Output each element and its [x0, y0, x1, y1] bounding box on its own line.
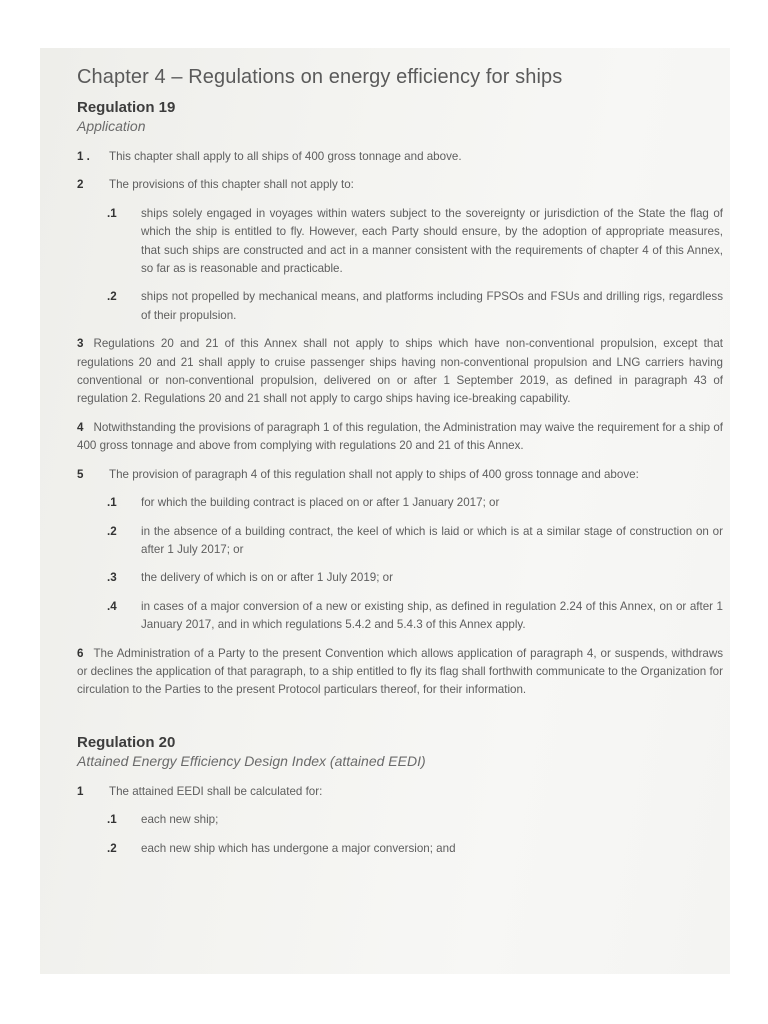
reg19-paragraph-3: [77, 335, 723, 409]
paragraph-number: 1 .: [77, 150, 90, 163]
subparagraph-number: .2: [107, 841, 117, 855]
page-content: [77, 66, 723, 868]
paragraph-text: The provision of paragraph 4 of this regulation shall not apply to ships of 400 gross tonnage and above:: [109, 467, 639, 481]
paragraph-number: 2: [77, 178, 84, 192]
subparagraph-text: in the absence of a building contract, the keel of which is laid or which is at a similar stage of construction on or after 1 July 2017; or: [141, 524, 723, 556]
subparagraph-text: each new ship;: [141, 813, 219, 827]
reg20-paragraph-1-2: [107, 840, 723, 858]
reg19-paragraph-1: [77, 148, 723, 166]
paragraph-text: The provisions of this chapter shall not apply to:: [109, 178, 354, 192]
regulation-20-title: Regulation 20: [77, 733, 176, 751]
reg20-paragraph-1-1: [107, 811, 723, 829]
paragraph-number: 5: [77, 467, 84, 481]
reg19-paragraph-5-4: [107, 598, 723, 635]
reg19-paragraph-2-2: [107, 288, 723, 325]
subparagraph-number: .1: [107, 206, 117, 220]
subparagraph-text: for which the building contract is placed on or after 1 January 2017; or: [141, 496, 500, 510]
subparagraph-text: ships not propelled by mechanical means, and platforms including FPSOs and FSUs and drilling rigs, regardless of their propulsion.: [141, 290, 723, 322]
reg19-paragraph-2: [77, 176, 723, 194]
reg20-paragraph-1: [77, 783, 723, 801]
paragraph-text: This chapter shall apply to all ships of 400 gross tonnage and above.: [109, 150, 462, 163]
reg19-paragraph-2-1: [107, 205, 723, 279]
subparagraph-text: the delivery of which is on or after 1 July 2019; or: [141, 571, 393, 585]
reg19-paragraph-5: [77, 466, 723, 484]
reg19-paragraph-5-2: [107, 523, 723, 560]
subparagraph-text: ships solely engaged in voyages within waters subject to the sovereignty or jurisdiction of the State the flag of which the ship is entitled to fly. However, each Party should ensure, by the adoption of appropriate measures, that such ships are constructed and act in a manner consistent with the requirements of chapter 4 of this Annex, so far as is reasonable and practicable.: [141, 206, 723, 276]
subparagraph-text: each new ship which has undergone a major conversion; and: [141, 841, 456, 855]
paragraph-text: The Administration of a Party to the present Convention which allows application of paragraph 4, or suspends, withdraws or declines the application of that paragraph, to a ship entitled to fly its flag shall forthwith communicate to the Organization for circulation to the Parties to the present Protocol particulars thereof, for their information.: [77, 646, 723, 697]
subparagraph-text: in cases of a major conversion of a new or existing ship, as defined in regulation 2.24 of this Annex, on or after 1 January 2017, and in which regulations 5.4.2 and 5.4.3 of this Annex apply.: [141, 599, 723, 632]
regulation-19-title: Regulation 19: [77, 99, 176, 116]
subparagraph-number: .2: [107, 524, 117, 538]
regulation-20-subtitle: Attained Energy Efficiency Design Index (attained EEDI): [77, 752, 426, 769]
subparagraph-number: .4: [107, 599, 117, 613]
reg19-paragraph-5-1: [107, 494, 723, 512]
subparagraph-number: .1: [107, 813, 117, 827]
subparagraph-number: .3: [107, 571, 117, 585]
subparagraph-number: .1: [107, 496, 117, 510]
paragraph-number: 3: [77, 337, 84, 351]
chapter-title: Chapter 4 – Regulations on energy efficiency for ships: [77, 66, 563, 88]
paragraph-text: Regulations 20 and 21 of this Annex shall not apply to ships which have non-conventional propulsion, except that regulations 20 and 21 shall apply to cruise passenger ships having non-conventional propulsion and LNG carriers having conventional or non-conventional propulsion, delivered on or after 1 September 2019, as defined in paragraph 43 of regulation 2. Regulations 20 and 21 shall not apply to cargo ships having ice-breaking capability.: [77, 337, 723, 406]
reg19-paragraph-5-3: [107, 569, 723, 587]
reg19-paragraph-4: [77, 419, 723, 456]
paragraph-text: The attained EEDI shall be calculated for:: [109, 784, 323, 798]
paragraph-number: 1: [77, 784, 84, 798]
subparagraph-number: .2: [107, 290, 117, 304]
section-spacer: [77, 710, 723, 734]
document-page: [40, 48, 730, 974]
reg19-paragraph-6: [77, 645, 723, 700]
paragraph-number: 4: [77, 420, 84, 434]
regulation-19-subtitle: Application: [77, 118, 146, 134]
paragraph-text: Notwithstanding the provisions of paragraph 1 of this regulation, the Administration may waive the requirement for a ship of 400 gross tonnage and above from complying with regulations 20 and 21 of this Annex.: [77, 420, 723, 453]
paragraph-number: 6: [77, 646, 84, 660]
